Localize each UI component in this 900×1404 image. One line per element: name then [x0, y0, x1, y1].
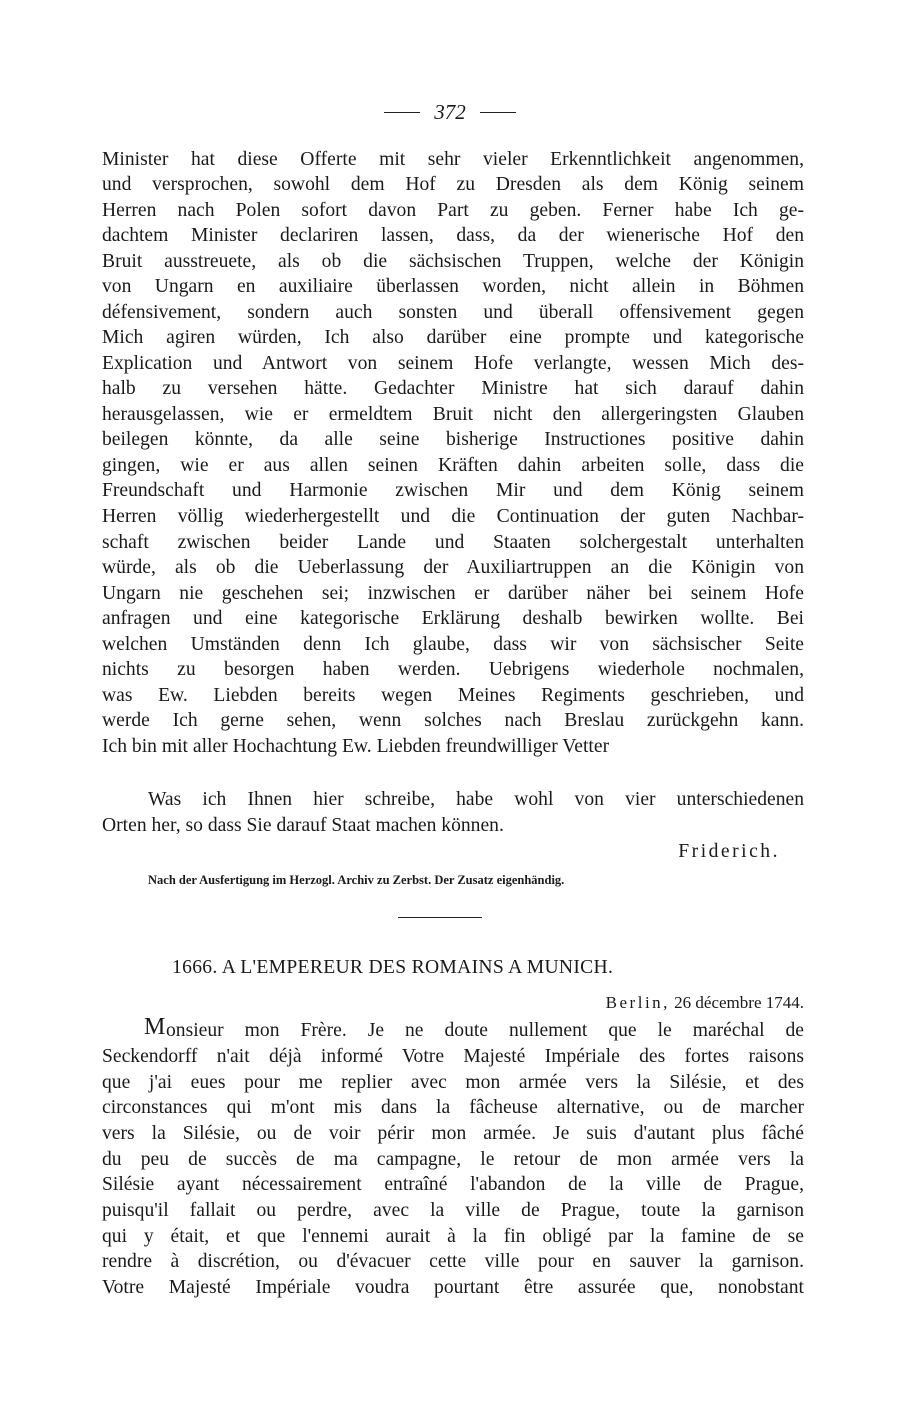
text-line: circonstances qui m'ont mis dans la fâcheuse alternative, ou de marcher [102, 1097, 804, 1118]
text-line: rendre à discrétion, ou d'évacuer cette ville pour en sauver la garnison. [102, 1251, 804, 1272]
source-note: Nach der Ausfertigung im Herzogl. Archiv zu Zerbst. Der Zusatz eigenhändig. [148, 873, 565, 887]
text-line: puisqu'il fallait ou perdre, avec la ville de Prague, toute la garnison [102, 1200, 804, 1221]
text-line: que j'ai eues pour me replier avec mon armée vers la Silésie, et des [102, 1072, 804, 1093]
date: 26 décembre 1744. [674, 993, 804, 1012]
text-line: und versprochen, sowohl dem Hof zu Dresden als dem König seinem [102, 174, 804, 195]
text-line: Herren nach Polen sofort davon Part zu geben. Ferner habe Ich ge- [102, 200, 804, 221]
place-date [606, 993, 804, 1013]
header-rule-left [384, 112, 420, 113]
text-line [144, 1014, 804, 1043]
text-line: anfragen und eine kategorische Erklärung deshalb bewirken wollte. Bei [102, 608, 804, 629]
text-line: von Ungarn en auxiliaire überlassen worden, nicht allein in Böhmen [102, 276, 804, 297]
text-line: défensivement, sondern auch sonsten und überall offensivement gegen [102, 302, 804, 323]
text-line: Seckendorff n'ait déjà informé Votre Majesté Impériale des fortes raisons [102, 1046, 804, 1067]
text-line: Mich agiren würden, Ich also darüber eine prompte und kategorische [102, 327, 804, 348]
text-line: halb zu versehen hätte. Gedachter Ministre hat sich darauf dahin [102, 378, 804, 399]
text-line: Votre Majesté Impériale voudra pourtant être assurée que, nonobstant [102, 1277, 804, 1298]
section-divider [398, 917, 482, 918]
letter-heading: 1666. A L'EMPEREUR DES ROMAINS A MUNICH. [172, 957, 614, 978]
page-number: 372 [434, 100, 466, 124]
text-line-body: onsieur mon Frère. Je ne doute nullement que le maréchal de [166, 1020, 804, 1041]
opening-capital: M [144, 1014, 166, 1040]
page-header [0, 100, 900, 125]
header-rule-right [480, 112, 516, 113]
text-line: Was ich Ihnen hier schreibe, habe wohl von vier unterschiedenen [148, 789, 804, 810]
text-line: qui y était, et que l'ennemi aurait à la fin obligé par la famine de se [102, 1226, 804, 1247]
text-line: herausgelassen, wie er ermeldtem Bruit nicht den allergeringsten Glauben [102, 404, 804, 425]
signature: Friderich. [678, 841, 780, 862]
text-line: schaft zwischen beider Lande und Staaten solchergestalt unterhalten [102, 532, 804, 553]
text-line: Freundschaft und Harmonie zwischen Mir und dem König seinem [102, 480, 804, 501]
text-line: gingen, wie er aus allen seinen Kräften dahin arbeiten solle, dass die [102, 455, 804, 476]
text-line: welchen Umständen denn Ich glaube, dass wir von sächsischer Seite [102, 634, 804, 655]
text-line: würde, als ob die Ueberlassung der Auxiliartruppen an die Königin von [102, 557, 804, 578]
text-line: Minister hat diese Offerte mit sehr vieler Erkenntlichkeit angenommen, [102, 149, 804, 170]
place: Berlin, [605, 993, 670, 1012]
text-line: Silésie ayant nécessairement entraîné l'abandon de la ville de Prague, [102, 1174, 804, 1195]
text-line: vers la Silésie, ou de voir périr mon armée. Je suis d'autant plus fâché [102, 1123, 804, 1144]
text-line: Ungarn nie geschehen sei; inzwischen er darüber näher bei seinem Hofe [102, 583, 804, 604]
text-line: Bruit ausstreuete, als ob die sächsischen Truppen, welche der Königin [102, 251, 804, 272]
text-line: Ich bin mit aller Hochachtung Ew. Liebden freundwilliger Vetter [102, 736, 610, 757]
text-line: du peu de succès de ma campagne, le retour de mon armée vers la [102, 1149, 804, 1170]
text-line: dachtem Minister declariren lassen, dass, da der wienerische Hof den [102, 225, 804, 246]
text-line: Herren völlig wiederhergestellt und die Continuation der guten Nachbar- [102, 506, 804, 527]
text-line: beilegen könnte, da alle seine bisherige Instructiones positive dahin [102, 429, 804, 450]
text-line: was Ew. Liebden bereits wegen Meines Regiments geschrieben, und [102, 685, 804, 706]
text-line: Orten her, so dass Sie darauf Staat machen können. [102, 815, 504, 836]
text-line: Explication und Antwort von seinem Hofe verlangte, wessen Mich des- [102, 353, 804, 374]
text-line: werde Ich gerne sehen, wenn solches nach Breslau zurückgehn kann. [102, 710, 804, 731]
text-line: nichts zu besorgen haben werden. Uebrigens wiederhole nochmalen, [102, 659, 804, 680]
